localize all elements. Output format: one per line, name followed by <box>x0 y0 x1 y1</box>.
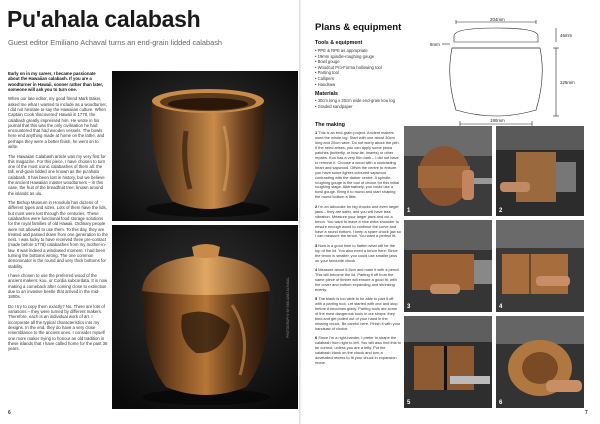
article-subtitle: Guest editor Emiliano Achaval turns an end-grain lidded calabash <box>8 38 223 47</box>
tools-heading: Tools & equipment <box>315 40 363 46</box>
calabash-open-illustration <box>112 71 298 221</box>
step-photo-5 <box>404 316 492 408</box>
step-photo-2 <box>496 126 584 216</box>
step-number: 3 <box>315 242 318 248</box>
page-number-left: 6 <box>8 410 11 416</box>
list-item: • Bowl gouge <box>315 59 465 65</box>
step-number: 2 <box>315 203 318 209</box>
step-number: 5 <box>315 296 318 302</box>
page-number-right: 7 <box>585 410 588 416</box>
step-number: 4 <box>315 267 318 272</box>
body-paragraph: Do I try to copy them exactly? No. There are lots of variations – they were turned by different makers. Therefore, each is an individual work of art. I incorporate all the typical characteristics into my designs. In the end, they do have a very close resemblance to the ancient ones. I consider myself one more maker trying to honour an old tradition in these islands that I have called home for the past 36 years. <box>8 303 108 352</box>
article-title: Pu'ahala calabash <box>7 6 201 32</box>
calabash-closed-illustration <box>112 225 298 409</box>
materials-heading: Materials <box>315 91 338 97</box>
body-paragraph: When our late editor, my good friend Mark Baker, asked me what I wanted to include as a woodturner, I did not hesitate to say the Hawaiian culture. When Captain Cook 'discovered' Hawaii in 1778, the calabash greatly impressed him. He wrote in his journal that this was the only civilisation he had encountered that had wooden vessels. The bowls here end anything made at home on the lathe, and perhaps they were a better finish, he went on to write. <box>8 96 107 150</box>
parting-illustration <box>404 316 492 408</box>
step-text: This is an end-grain project. Ancient makers used the whole log. Start with one about 30cm long and 20cm wide. Do not worry about the pith. If the need arises, you can apply some pewa patches (butterfly, or bow-tie, inserts) or other repairs. Kou has a very thin bark – I did not have to remove it. Choose a wood with a contrasting heart and sapwood. Offset the centre to ensure you have some lighter-coloured sapwood contrasting with the darker centre. A spindle-roughing gouge is the tool of choice for this initial roughing stage. Alternatively, you could use a bowl gouge. Bring it to round and start shaping the round bottom a little. <box>315 130 400 200</box>
section-title: Plans & equipment <box>315 22 402 33</box>
list-item: • Callipers <box>315 76 465 82</box>
step-photo-label: 1 <box>407 208 411 214</box>
plan-drawing <box>396 18 592 128</box>
page-gutter <box>299 0 301 424</box>
list-item: • 19mm spindle-roughing gouge <box>315 54 465 60</box>
list-item: • PPE & RPE as appropriate <box>315 48 465 54</box>
body-paragraph: The Bishop Museum in Honolulu has dozens of different types and sizes. Lots of them have the lids, but most were lost through the centuries. These calabashes were functional food storage solutions for the royal families of old Hawaii. Ordinary people were not allowed to use them. To this day, they are treated and passed down from one generation to the next. I was lucky to have received three pre-contact (made before 1778) calabashes from my mother-in-law. It was indeed a windowed moment. I had been turning the bottoms wrong. The one common denominator is the round and very thick bottoms for stability. <box>8 200 108 269</box>
step-photo-4 <box>496 220 584 312</box>
step-text: Now is a good time to flatten what will be the top of the lid. You also need a tenon here. Since the tenon is smaller, you could use smaller jaws on your favourite chuck. <box>315 242 398 263</box>
chuck-tenon-illustration <box>496 126 584 216</box>
step-photo-label: 5 <box>407 400 411 406</box>
step-photo-1 <box>404 126 492 216</box>
step-text: The blank is too wide to be able to part it off with a parting tool. Let started with one and stop before it becomes giddy. Parting tools are some of the most dangerous tools in our shops: they bind and get pulled out of your hand in the missing chuck. Be careful here. Finish it with your handsaw of choice. <box>315 296 401 331</box>
step-photo-label: 6 <box>499 400 503 406</box>
step-photo-label: 2 <box>499 208 503 214</box>
mark-lid-illustration <box>496 220 584 312</box>
dim-lid-height: 46mm <box>560 33 573 38</box>
step-text: Since I'm a right-hander, I prefer to shape the calabash from right to left. You will also find this to be correct, unless you are a lefty. Put the calabash blank on the chuck and turn a dovetailed recess to fit your chuck in expansion mode. <box>315 335 401 365</box>
flatten-lid-illustration <box>404 220 492 312</box>
step-photo-label: 3 <box>407 304 411 310</box>
step-photo-label: 4 <box>499 304 503 310</box>
list-item: • 30cm long x 20cm wide end-grain kou log <box>315 98 465 104</box>
lathe-roughing-illustration <box>404 126 492 216</box>
calabash-plan-diagram <box>396 18 592 128</box>
step-photo-6 <box>496 316 584 408</box>
dim-base-width: 190mm <box>490 118 505 123</box>
photo-credit: PHOTOGRAPHY BY EMILIANO ACHAVAL <box>286 277 290 338</box>
step-text: Measure about 5.5cm and mark it with a pencil. This will become the lid. Parting it off from the same piece of timber will ensure a good fit, with the cover and bottom expanding and shrinking evenly. <box>315 267 400 292</box>
calabash-photo-closed <box>112 225 298 409</box>
dim-rim: 8mm <box>430 42 440 47</box>
dim-top-width: 204mm <box>490 18 505 22</box>
step-number: 1 <box>315 130 318 135</box>
body-paragraph: I have chosen to use the preferred wood of the ancient makers: kou, or Cordia subcordata. It is now making a comeback after coming close to extinction due to an invasive beetle that arrived in the mid-1800s. <box>8 273 108 300</box>
steps-column <box>315 131 401 370</box>
step-number: 6 <box>315 335 318 341</box>
body-paragraph: The Hawaiian Calabash article was my very first for this magazine. For this piece, I have chosen to turn one of the most iconic calabashes of them all: the tall, end-grain lidded one known as the pu'ahala calabash. It has been lost in history, but we believe the ancient Hawaiian master woodturners – in this case, the fruit of the breadfruit tree, known around the islands as ulu. <box>8 153 106 196</box>
list-item: • Graded sandpaper <box>315 104 465 110</box>
calabash-photo-open <box>112 71 298 221</box>
dim-body-height: 225mm <box>560 80 575 85</box>
step-paragraph <box>315 131 401 200</box>
body-column <box>8 71 108 356</box>
list-item: • Woodcut Pro-Forma hollowing tool <box>315 65 465 71</box>
step-paragraph <box>315 297 401 332</box>
step-photo-3 <box>404 220 492 312</box>
lead-paragraph: Early on in my career, I became passionate about the Hawaiian calabash. If you are a woodturner in Hawaii, sooner rather than later, someone will ask you to turn one. <box>8 71 104 92</box>
step-paragraph <box>315 268 401 293</box>
step-paragraph <box>315 336 401 366</box>
list-item: • Parting tool <box>315 70 465 76</box>
making-heading: The making <box>315 122 345 128</box>
step-paragraph <box>315 205 401 240</box>
list-item: • Handsaw <box>315 82 465 88</box>
step-text: I'm an advocate for big chucks and even larger jaws – they are safer, and you will have less vibration. Measure your larger jaws and cut a tenon. You want to leave a nice extra shoulder to ensure enough wood to continue the curve and have a round bottom. I keep a spare chuck jaw so I can measure the tenon. You want a perfect fit. <box>315 203 401 239</box>
step-paragraph <box>315 244 401 264</box>
shaping-illustration <box>496 316 584 408</box>
